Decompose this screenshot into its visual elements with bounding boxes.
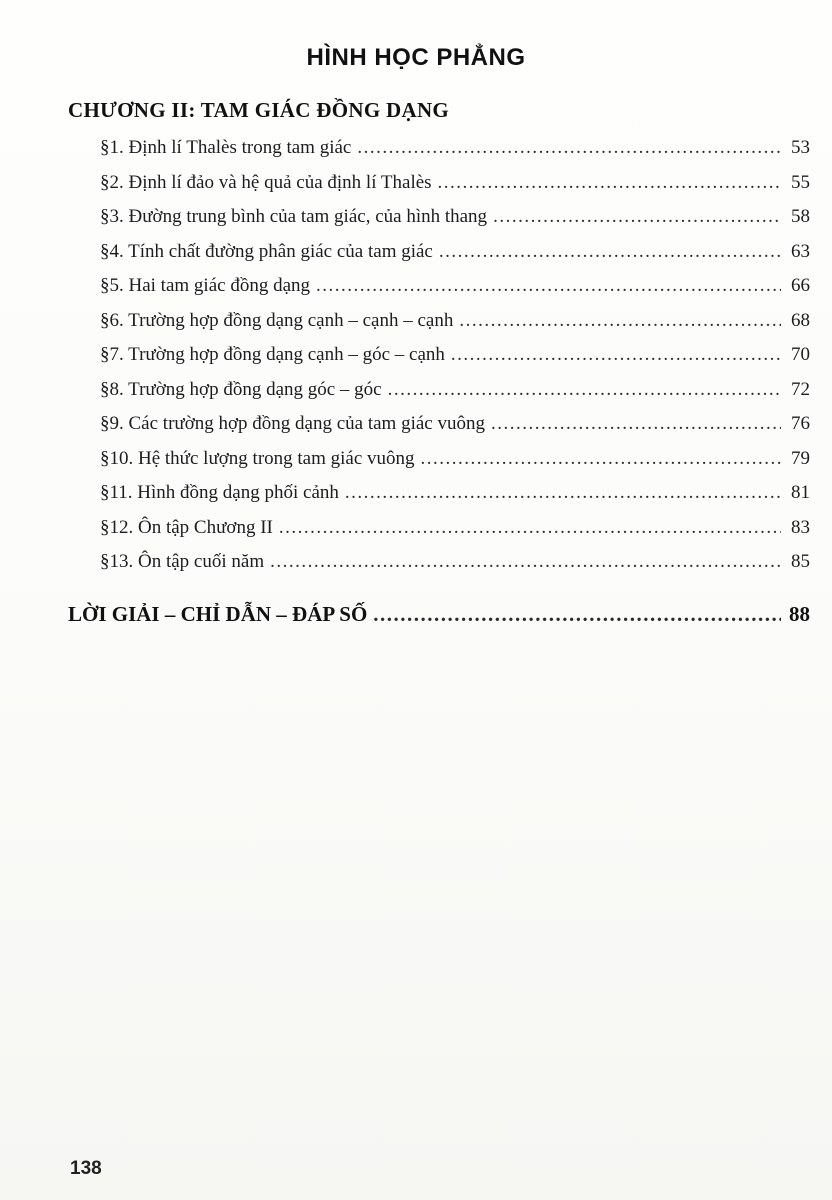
toc-entry-label: §2. Định lí đảo và hệ quả của định lí Thalès — [100, 171, 432, 193]
toc-entry-page: 83 — [791, 516, 810, 538]
toc-entry-label: §4. Tính chất đường phân giác của tam giác — [100, 240, 433, 262]
toc-entry-page: 81 — [791, 482, 810, 503]
dot-leader — [421, 442, 781, 477]
chapter-heading: CHƯƠNG II: TAM GIÁC ĐỒNG DẠNG — [68, 98, 450, 122]
toc-entry-label: §7. Trường hợp đồng dạng cạnh – góc – cạnh — [100, 344, 445, 365]
dot-leader — [279, 511, 781, 546]
toc-entry-label: §13. Ôn tập cuối năm — [100, 551, 265, 572]
toc-entry-label: §12. Ôn tập Chương II — [100, 516, 273, 538]
toc-entry — [100, 373, 810, 408]
dot-leader — [439, 235, 781, 270]
answers-section-label: LỜI GIẢI – CHỈ DẪN – ĐÁP SỐ — [68, 601, 368, 626]
toc-entry-label: §3. Đường trung bình của tam giác, của hình thang — [100, 206, 488, 227]
toc-entry — [100, 476, 810, 511]
toc-entry — [100, 338, 810, 373]
toc-entry-page: 70 — [791, 344, 810, 365]
toc-entry-label: §8. Trường hợp đồng dạng góc – góc — [100, 378, 382, 400]
toc-entry-page: 79 — [791, 447, 810, 469]
table-of-contents — [68, 131, 810, 580]
dot-leader — [388, 373, 781, 408]
toc-entry-page: 85 — [791, 551, 810, 572]
page-title: HÌNH HỌC PHẲNG — [306, 44, 526, 71]
toc-entry — [100, 442, 810, 477]
toc-entry-page: 55 — [791, 171, 810, 193]
toc-entry-page: 76 — [791, 413, 810, 434]
dot-leader — [459, 304, 781, 339]
toc-entry-label: §9. Các trường hợp đồng dạng của tam giác vuông — [100, 413, 485, 434]
dot-leader — [270, 545, 781, 580]
toc-entry-page: 66 — [791, 275, 810, 296]
toc-entry — [100, 235, 810, 270]
dot-leader — [373, 596, 781, 632]
toc-entry-page: 72 — [791, 378, 810, 400]
toc-entry-page: 68 — [791, 309, 810, 331]
toc-entry — [100, 304, 810, 339]
toc-entry-page: 58 — [791, 206, 810, 227]
toc-entry-label: §6. Trường hợp đồng dạng cạnh – cạnh – cạnh — [100, 309, 454, 331]
dot-leader — [345, 476, 781, 511]
toc-entry — [100, 407, 810, 442]
toc-entry-page: 63 — [791, 240, 810, 262]
toc-entry — [100, 131, 810, 166]
toc-entry-label: §5. Hai tam giác đồng dạng — [100, 275, 311, 296]
toc-entry-label: §11. Hình đồng dạng phối cảnh — [100, 482, 339, 503]
toc-entry — [100, 166, 810, 201]
toc-entry-label: §1. Định lí Thalès trong tam giác — [100, 137, 352, 158]
toc-entry — [100, 511, 810, 546]
toc-entry — [100, 269, 810, 304]
answers-section-page: 88 — [789, 601, 810, 626]
toc-entry-page: 53 — [791, 137, 810, 158]
dot-leader — [316, 269, 781, 304]
answers-section-entry — [68, 596, 810, 632]
dot-leader — [491, 407, 781, 442]
dot-leader — [451, 338, 781, 373]
toc-entry-label: §10. Hệ thức lượng trong tam giác vuông — [100, 447, 415, 469]
toc-entry — [100, 545, 810, 580]
dot-leader — [357, 131, 781, 166]
page-number: 138 — [70, 1158, 102, 1179]
dot-leader — [438, 166, 781, 201]
dot-leader — [493, 200, 781, 235]
toc-entry — [100, 200, 810, 235]
